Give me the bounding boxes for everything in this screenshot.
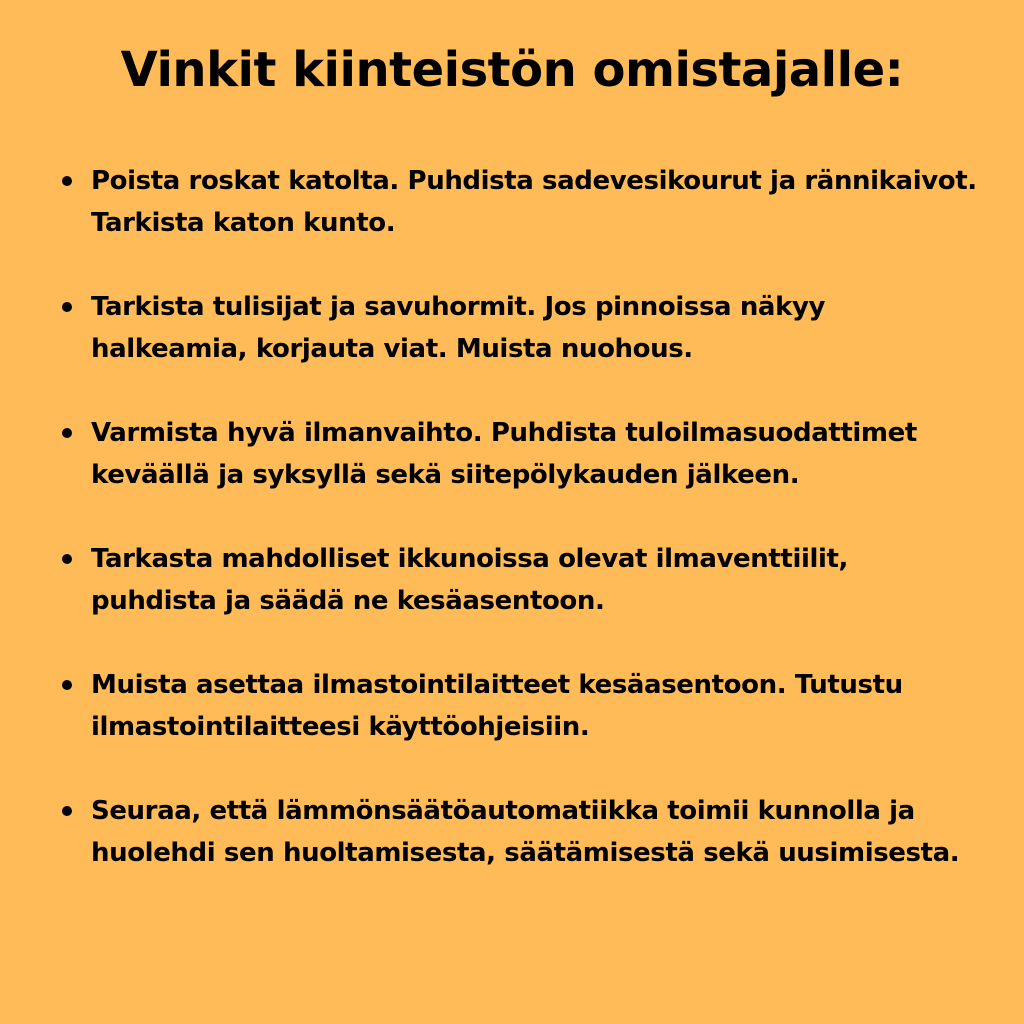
bullet-icon [62, 302, 72, 312]
tip-text: Poista roskat katolta. Puhdista sadevesikourut ja rännikaivot. Tarkista katon kunto. [91, 166, 977, 238]
list-item [62, 286, 982, 370]
bullet-icon [62, 806, 72, 816]
bullet-icon [62, 176, 72, 186]
bullet-icon [62, 428, 72, 438]
tip-text: Seuraa, että lämmönsäätöautomatiikka toimii kunnolla ja huolehdi sen huoltamisesta, säätämisestä sekä uusimisesta. [91, 796, 960, 868]
list-item [62, 664, 982, 748]
list-item [62, 160, 982, 244]
tips-list [62, 160, 982, 916]
tip-text: Muista asettaa ilmastointilaitteet kesäasentoon. Tutustu ilmastointilaitteesi käyttöohjeisiin. [91, 670, 903, 742]
tip-text: Varmista hyvä ilmanvaihto. Puhdista tuloilmasuodattimet keväällä ja syksyllä sekä siitepölykauden jälkeen. [91, 418, 917, 490]
tip-text: Tarkasta mahdolliset ikkunoissa olevat ilmaventtiilit, puhdista ja säädä ne kesäasentoon. [91, 544, 849, 616]
bullet-icon [62, 680, 72, 690]
list-item [62, 538, 982, 622]
page-title: Vinkit kiinteistön omistajalle: [120, 42, 904, 98]
list-item [62, 412, 982, 496]
tip-text: Tarkista tulisijat ja savuhormit. Jos pinnoissa näkyy halkeamia, korjauta viat. Muista nuohous. [91, 292, 826, 364]
list-item [62, 790, 982, 874]
bullet-icon [62, 554, 72, 564]
